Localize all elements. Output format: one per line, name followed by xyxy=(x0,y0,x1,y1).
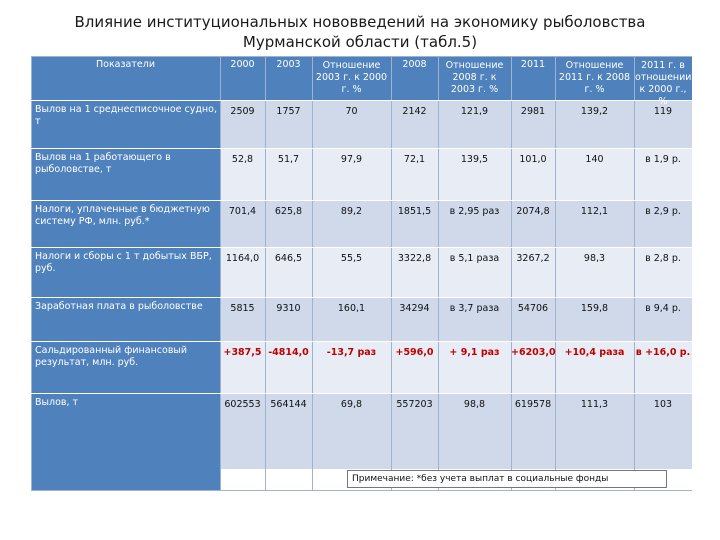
table-cell: 52,8 xyxy=(231,154,254,165)
table-cell: 97,9 xyxy=(340,154,363,165)
table-cell: 69,8 xyxy=(340,399,363,410)
table-cell: 139,2 xyxy=(580,106,609,117)
title-line-2: Мурманской области (табл.5) xyxy=(242,33,478,51)
row-label: Вылов, т xyxy=(35,397,79,408)
table-cell: 98,3 xyxy=(583,253,606,264)
row-label: Налоги, уплаченные в бюджетную систему РФ, млн. руб.* xyxy=(35,204,210,227)
table-cell: 101,0 xyxy=(519,154,547,165)
table-cell: 111,3 xyxy=(580,399,609,410)
table-cell: 557203 xyxy=(396,399,433,410)
table-cell: 34294 xyxy=(399,303,430,314)
header-indicators: Показатели xyxy=(95,59,155,70)
table-cell: 9310 xyxy=(276,303,301,314)
table-cell: в 2,9 р. xyxy=(645,206,681,217)
table-cell: в 2,95 раз xyxy=(449,206,500,217)
table-cell: 121,9 xyxy=(460,106,489,117)
table-cell: -4814,0 xyxy=(268,347,309,358)
table-cell: в 9,4 р. xyxy=(645,303,681,314)
table-cell: 701,4 xyxy=(228,206,257,217)
table-cell: + 9,1 раз xyxy=(449,347,500,358)
table-cell: 602553 xyxy=(224,399,261,410)
table-cell: в 3,7 раза xyxy=(449,303,500,314)
table-cell: 3322,8 xyxy=(397,253,432,264)
table-cell: 2509 xyxy=(230,106,255,117)
row-label: Сальдированный финансовый результат, млн. руб. xyxy=(35,345,188,368)
table-cell: 103 xyxy=(653,399,673,410)
table-cell: 564144 xyxy=(270,399,307,410)
table-cell: 112,1 xyxy=(580,206,609,217)
table-cell: 139,5 xyxy=(460,154,489,165)
header-col-6: 2011 xyxy=(520,59,546,70)
table-cell: 2981 xyxy=(520,106,546,117)
table-cell: 1851,5 xyxy=(397,206,432,217)
table-cell: 55,5 xyxy=(340,253,363,264)
table-cell: 72,1 xyxy=(403,154,426,165)
header-col-8: 2011 г. в отношении к 2000 г., % xyxy=(635,60,692,107)
table-note: Примечание: *без учета выплат в социальные фонды xyxy=(347,470,667,488)
table-cell: 54706 xyxy=(517,303,549,314)
table-cell: 98,8 xyxy=(463,399,486,410)
header-col-4: 2008 xyxy=(402,59,427,70)
row-label: Налоги и сборы с 1 т добытых ВБР, руб. xyxy=(35,251,212,274)
page-title xyxy=(0,12,720,52)
table-cell: 160,1 xyxy=(337,303,366,314)
table-cell: 159,8 xyxy=(580,303,609,314)
table-cell: 89,2 xyxy=(340,206,363,217)
table-cell: 5815 xyxy=(230,303,255,314)
table-cell: 140 xyxy=(585,154,604,165)
header-col-2: 2003 xyxy=(276,59,301,70)
table-cell: 70 xyxy=(345,106,358,117)
table-cell: +387,5 xyxy=(223,347,262,358)
row-label: Вылов на 1 среднесписочное судно, т xyxy=(35,104,217,127)
table-cell: в 1,9 р. xyxy=(645,154,681,165)
table-cell: +10,4 раза xyxy=(564,347,625,358)
data-table xyxy=(31,56,692,491)
table-cell: 119 xyxy=(653,106,673,117)
table-cell: 2142 xyxy=(402,106,427,117)
header-col-7: Отношение 2011 г. к 2008 г. % xyxy=(558,60,631,95)
table-cell: +596,0 xyxy=(395,347,434,358)
table-cell: +6203,0 xyxy=(511,347,556,358)
table-cell: 619578 xyxy=(514,399,552,410)
table-cell: 625,8 xyxy=(274,206,303,217)
table-cell: 1164,0 xyxy=(225,253,260,264)
table-cell: -13,7 раз xyxy=(326,347,377,358)
row-label: Вылов на 1 работающего в рыболовстве, т xyxy=(35,152,171,175)
table-cell: 3267,2 xyxy=(516,253,550,264)
header-col-5: Отношение 2008 г. к 2003 г. % xyxy=(445,60,504,95)
table-cell: в 5,1 раза xyxy=(449,253,500,264)
header-col-3: Отношение 2003 г. к 2000 г. % xyxy=(315,60,388,95)
table-cell: в +16,0 р. xyxy=(635,347,691,358)
title-line-1: Влияние институциональных нововведений на экономику рыболовства xyxy=(74,13,646,31)
table-cell: 1757 xyxy=(276,106,301,117)
table-cell: 2074,8 xyxy=(516,206,550,217)
table-cell: в 2,8 р. xyxy=(645,253,681,264)
table-cell: 51,7 xyxy=(277,154,300,165)
table-cell: 646,5 xyxy=(274,253,303,264)
row-label: Заработная плата в рыболовстве xyxy=(35,301,203,312)
header-col-1: 2000 xyxy=(230,59,255,70)
